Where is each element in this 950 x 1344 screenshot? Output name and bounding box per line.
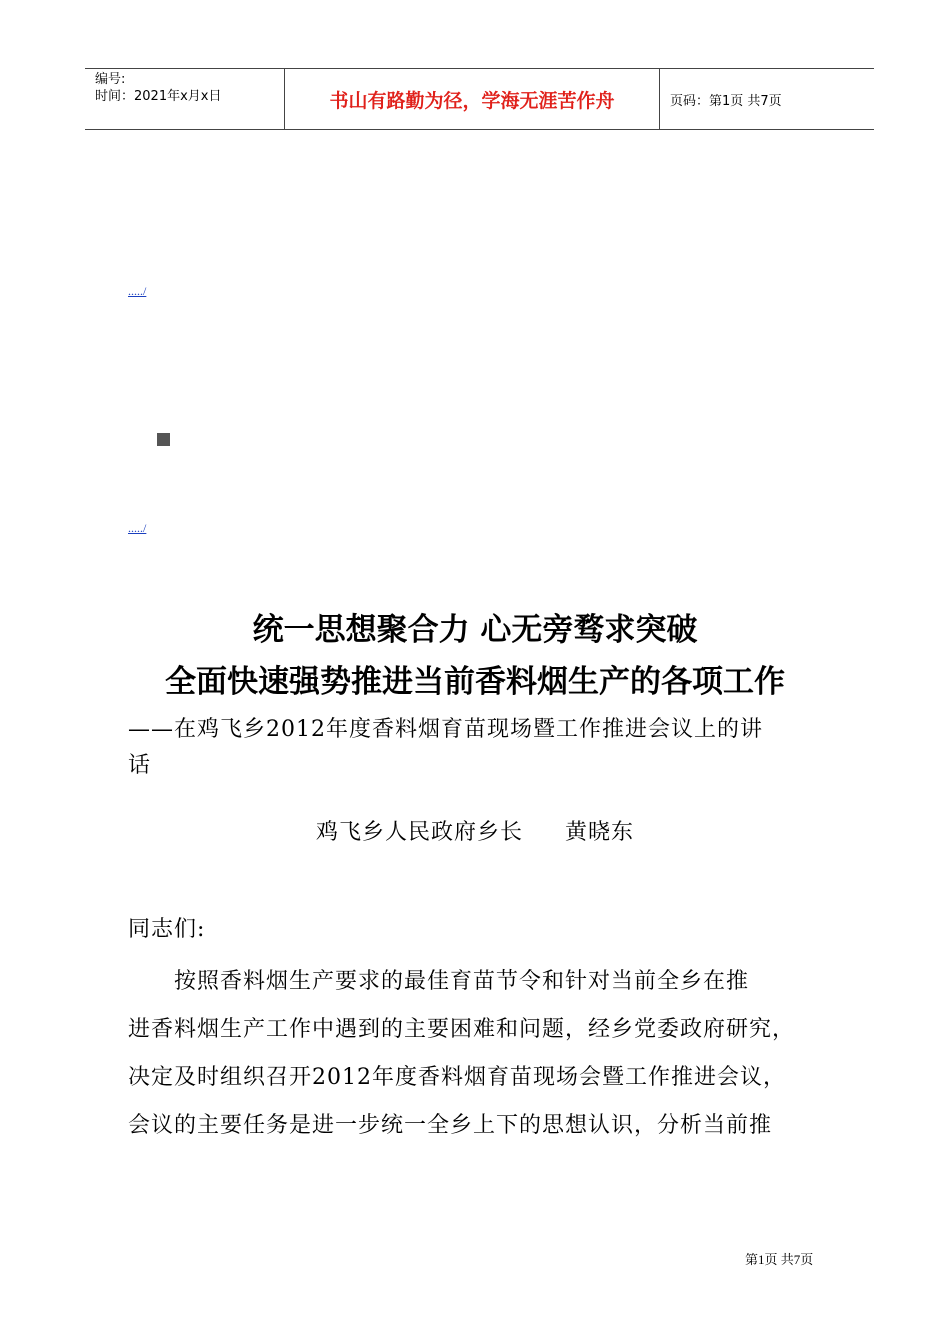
subtitle-line-1: ——在鸡飞乡2012年度香料烟育苗现场暨工作推进会议上的讲 [128,717,763,742]
document-number-label: 编号: [95,72,126,87]
paragraph-line: 决定及时组织召开2012年度香料烟育苗现场会暨工作推进会议， [128,1065,786,1090]
placeholder-link-2[interactable]: ...../ [128,521,147,535]
document-subtitle [128,712,833,784]
placeholder-link-1[interactable]: ...../ [128,284,147,298]
document-title-line-2: 全面快速强势推进当前香料烟生产的各项工作 [165,664,785,700]
document-title-line-1: 统一思想聚合力 心无旁骛求突破 [252,612,698,648]
header-meta [85,69,285,129]
salutation: 同志们: [128,917,206,942]
page-footer: 第1页 共7页 [745,1252,814,1267]
paragraph-line: 按照香料烟生产要求的最佳育苗节令和针对当前全乡在推 [174,969,750,994]
paragraph-line: 进香料烟生产工作中遇到的主要困难和问题，经乡党委政府研究， [128,1017,796,1042]
document-time-label: 时间：2021年x月x日 [95,89,222,104]
header-page-label: 页码：第1页 共7页 [670,93,782,109]
author-position: 鸡飞乡人民政府乡长 [315,820,523,845]
author-name: 黄晓东 [565,820,635,845]
page-header [85,68,874,130]
subtitle-line-2: 话 [128,753,152,778]
image-placeholder-icon [157,433,170,446]
body-paragraph [128,958,840,1150]
author-line [0,815,950,846]
header-motto: 书山有路勤为径，学海无涯苦作舟 [285,69,660,129]
paragraph-line: 会议的主要任务是进一步统一全乡上下的思想认识，分析当前推 [128,1113,773,1138]
